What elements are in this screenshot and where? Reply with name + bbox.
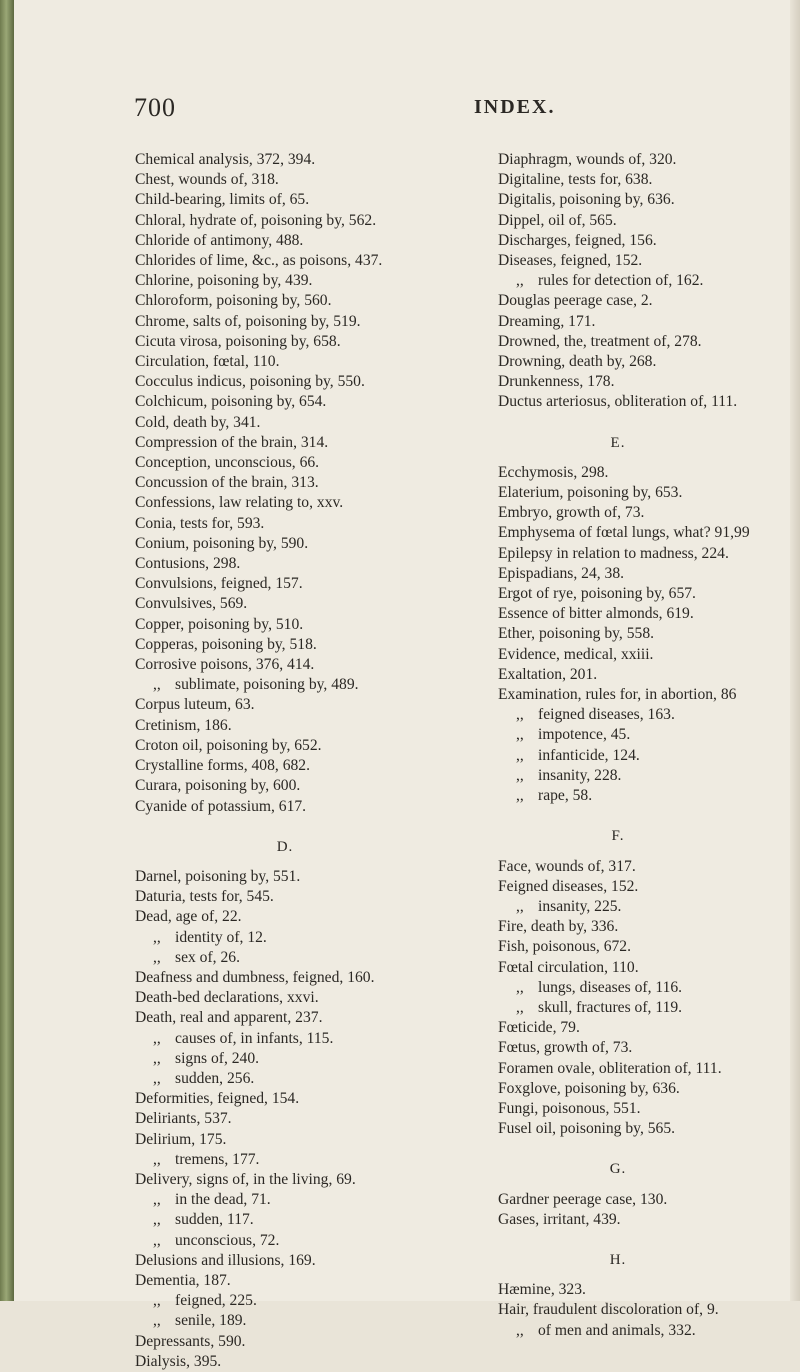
index-subentry — [135, 928, 485, 948]
subentry-text: in the dead, 71. — [175, 1191, 271, 1209]
ditto-mark: ,, — [516, 746, 524, 764]
index-entry: Contusions, 298. — [135, 555, 241, 573]
index-entry: Drowned, the, treatment of, 278. — [498, 332, 702, 350]
index-entry: Darnel, poisoning by, 551. — [135, 867, 301, 885]
subentry-text: impotence, 45. — [538, 726, 631, 744]
subentry-text: senile, 189. — [175, 1312, 247, 1330]
index-entry: Fusel oil, poisoning by, 565. — [498, 1120, 676, 1138]
subentry-text: identity of, 12. — [175, 928, 267, 946]
page-number: 700 — [134, 93, 176, 122]
index-entry: Convulsives, 569. — [135, 595, 248, 613]
index-entry: Dead, age of, 22. — [135, 908, 242, 926]
ditto-mark: ,, — [153, 1191, 161, 1209]
index-entry: Chlorides of lime, &c., as poisons, 437. — [135, 252, 383, 270]
index-subentry — [498, 1321, 798, 1341]
index-entry: Embryo, growth of, 73. — [498, 504, 645, 522]
index-entry: Chemical analysis, 372, 394. — [135, 151, 316, 168]
index-subentry — [498, 746, 798, 766]
index-entry: Compression of the brain, 314. — [135, 433, 329, 451]
index-entry: Daturia, tests for, 545. — [135, 888, 274, 906]
index-entry: Fungi, poisonous, 551. — [498, 1099, 641, 1117]
subentry-text: sudden, 256. — [175, 1069, 255, 1087]
ditto-mark: ,, — [153, 928, 161, 946]
ditto-mark: ,, — [153, 948, 161, 966]
index-entry: Cretinism, 186. — [135, 716, 232, 734]
section-letter-heading: F. — [611, 828, 625, 845]
index-entry: Chest, wounds of, 318. — [135, 171, 279, 189]
index-entry: Conia, tests for, 593. — [135, 514, 265, 532]
index-subentry — [498, 978, 798, 998]
index-entry: Fire, death by, 336. — [498, 918, 619, 936]
running-head: INDEX. — [474, 96, 556, 118]
page-edge-shadow — [790, 0, 800, 1301]
index-entry: Child-bearing, limits of, 65. — [135, 191, 310, 209]
index-entry: Feigned diseases, 152. — [498, 877, 639, 895]
index-column-left — [135, 150, 485, 1372]
index-entry: Hair, fraudulent discoloration of, 9. — [498, 1301, 719, 1319]
ditto-mark: ,, — [153, 1049, 161, 1067]
subentry-text: tremens, 177. — [175, 1150, 260, 1168]
index-entry: Corpus luteum, 63. — [135, 696, 255, 714]
index-entry: Emphysema of fœtal lungs, what? 91,99 — [498, 524, 750, 542]
index-entry: Fish, poisonous, 672. — [498, 938, 632, 956]
index-entry: Death-bed declarations, xxvi. — [135, 989, 319, 1007]
section-letter-heading: G. — [609, 1161, 627, 1178]
ditto-mark: ,, — [153, 1029, 161, 1047]
subentry-text: infanticide, 124. — [538, 746, 640, 764]
ditto-mark: ,, — [153, 1211, 161, 1229]
index-entry: Croton oil, poisoning by, 652. — [135, 736, 322, 754]
index-entry: Copper, poisoning by, 510. — [135, 615, 304, 633]
index-entry: Drowning, death by, 268. — [498, 353, 657, 371]
index-entry: Digitalis, poisoning by, 636. — [498, 191, 675, 209]
index-entry: Diaphragm, wounds of, 320. — [498, 151, 677, 168]
section-letter-heading: H. — [609, 1251, 627, 1268]
index-entry: Convulsions, feigned, 157. — [135, 575, 303, 593]
ditto-mark: ,, — [516, 272, 524, 290]
index-entry: Ecchymosis, 298. — [498, 463, 609, 481]
index-subentry — [135, 1069, 485, 1089]
subentry-text: of men and animals, 332. — [538, 1321, 696, 1339]
subentry-text: sublimate, poisoning by, 489. — [175, 676, 359, 694]
index-entry: Evidence, medical, xxiii. — [498, 645, 654, 663]
subentry-text: unconscious, 72. — [175, 1231, 280, 1249]
index-entry: Epilepsy in relation to madness, 224. — [498, 544, 729, 562]
index-entry: Chrome, salts of, poisoning by, 519. — [135, 312, 361, 330]
index-entry: Chloroform, poisoning by, 560. — [135, 292, 332, 310]
index-entry: Depressants, 590. — [135, 1332, 246, 1350]
index-entry: Deliriants, 537. — [135, 1110, 232, 1128]
index-entry: Ether, poisoning by, 558. — [498, 625, 655, 643]
index-entry: Conium, poisoning by, 590. — [135, 534, 309, 552]
index-entry: Foramen ovale, obliteration of, 111. — [498, 1059, 722, 1077]
index-page — [14, 0, 790, 1370]
subentry-text: rules for detection of, 162. — [538, 272, 704, 290]
subentry-text: feigned diseases, 163. — [538, 706, 675, 724]
index-entry: Exaltation, 201. — [498, 665, 598, 683]
index-subentry — [135, 1049, 485, 1069]
index-entry: Dementia, 187. — [135, 1271, 231, 1289]
index-subentry — [135, 675, 485, 695]
index-entry: Fœtus, growth of, 73. — [498, 1039, 633, 1057]
index-subentry — [498, 897, 798, 917]
index-entry: Fœtal circulation, 110. — [498, 958, 639, 976]
subentry-text: sudden, 117. — [175, 1211, 254, 1229]
index-entry: Concussion of the brain, 313. — [135, 474, 319, 492]
ditto-mark: ,, — [516, 897, 524, 915]
subentry-text: feigned, 225. — [175, 1292, 257, 1310]
index-entry: Dreaming, 171. — [498, 312, 596, 330]
page-header — [134, 93, 774, 127]
index-entry: Deafness and dumbness, feigned, 160. — [135, 968, 375, 986]
index-entry: Fœticide, 79. — [498, 1019, 580, 1037]
index-entry: Ergot of rye, poisoning by, 657. — [498, 585, 696, 603]
ditto-mark: ,, — [153, 676, 161, 694]
index-entry: Delirium, 175. — [135, 1130, 227, 1148]
index-entry: Deformities, feigned, 154. — [135, 1090, 300, 1108]
index-entry: Gardner peerage case, 130. — [498, 1190, 668, 1208]
ditto-mark: ,, — [516, 766, 524, 784]
index-subentry — [498, 725, 798, 745]
index-entry: Conception, unconscious, 66. — [135, 454, 320, 472]
ditto-mark: ,, — [516, 787, 524, 805]
ditto-mark: ,, — [516, 978, 524, 996]
subentry-text: skull, fractures of, 119. — [538, 998, 683, 1016]
subentry-text: rape, 58. — [538, 787, 593, 805]
index-entry: Hæmine, 323. — [498, 1281, 586, 1299]
ditto-mark: ,, — [516, 1321, 524, 1339]
index-entry: Diseases, feigned, 152. — [498, 252, 643, 270]
index-subentry — [498, 271, 798, 291]
subentry-text: insanity, 228. — [538, 766, 622, 784]
index-subentry — [498, 786, 798, 806]
ditto-mark: ,, — [153, 1292, 161, 1310]
index-subentry — [135, 948, 485, 968]
index-entry: Corrosive poisons, 376, 414. — [135, 656, 315, 674]
index-entry: Chlorine, poisoning by, 439. — [135, 272, 313, 290]
subentry-text: sex of, 26. — [175, 948, 240, 966]
index-entry: Gases, irritant, 439. — [498, 1210, 621, 1228]
index-subentry — [498, 705, 798, 725]
index-entry: Examination, rules for, in abortion, 86 — [498, 686, 737, 704]
index-entry: Circulation, fœtal, 110. — [135, 353, 280, 371]
index-subentry — [135, 1029, 485, 1049]
index-entry: Cicuta virosa, poisoning by, 658. — [135, 332, 341, 350]
index-entry: Discharges, feigned, 156. — [498, 231, 657, 249]
ditto-mark: ,, — [153, 1150, 161, 1168]
index-entry: Chloral, hydrate of, poisoning by, 562. — [135, 211, 377, 229]
index-column-right — [498, 150, 798, 1341]
subentry-text: lungs, diseases of, 116. — [538, 978, 683, 996]
index-entry: Dialysis, 395. — [135, 1352, 222, 1370]
index-entry: Delusions and illusions, 169. — [135, 1251, 316, 1269]
index-entry: Chloride of antimony, 488. — [135, 231, 304, 249]
index-entry: Crystalline forms, 408, 682. — [135, 757, 310, 775]
subentry-text: signs of, 240. — [175, 1049, 260, 1067]
ditto-mark: ,, — [153, 1312, 161, 1330]
index-entry: Douglas peerage case, 2. — [498, 292, 653, 310]
index-entry: Foxglove, poisoning by, 636. — [498, 1079, 680, 1097]
index-subentry — [135, 1190, 485, 1210]
ditto-mark: ,, — [153, 1069, 161, 1087]
index-entry: Delivery, signs of, in the living, 69. — [135, 1170, 356, 1188]
index-entry: Cold, death by, 341. — [135, 413, 261, 431]
index-entry: Elaterium, poisoning by, 653. — [498, 484, 683, 502]
ditto-mark: ,, — [516, 726, 524, 744]
index-entry: Drunkenness, 178. — [498, 373, 615, 391]
index-subentry — [135, 1210, 485, 1230]
index-entry: Dippel, oil of, 565. — [498, 211, 617, 229]
index-entry: Copperas, poisoning by, 518. — [135, 635, 317, 653]
book-binding-edge — [0, 0, 14, 1301]
ditto-mark: ,, — [516, 998, 524, 1016]
index-entry: Colchicum, poisoning by, 654. — [135, 393, 327, 411]
subentry-text: causes of, in infants, 115. — [175, 1029, 334, 1047]
index-subentry — [498, 998, 798, 1018]
index-entry: Cocculus indicus, poisoning by, 550. — [135, 373, 365, 391]
ditto-mark: ,, — [516, 706, 524, 724]
index-entry: Confessions, law relating to, xxv. — [135, 494, 344, 512]
index-entry: Digitaline, tests for, 638. — [498, 171, 653, 189]
index-subentry — [135, 1291, 485, 1311]
index-subentry — [135, 1311, 485, 1331]
section-letter-heading: D. — [276, 838, 294, 855]
index-entry: Curara, poisoning by, 600. — [135, 777, 301, 795]
index-entry: Face, wounds of, 317. — [498, 857, 636, 875]
index-entry: Ductus arteriosus, obliteration of, 111. — [498, 393, 738, 411]
ditto-mark: ,, — [153, 1231, 161, 1249]
index-entry: Cyanide of potassium, 617. — [135, 797, 307, 815]
index-entry: Epispadians, 24, 38. — [498, 564, 625, 582]
index-entry: Death, real and apparent, 237. — [135, 1009, 323, 1027]
index-subentry — [135, 1150, 485, 1170]
index-subentry — [135, 1231, 485, 1251]
section-letter-heading: E. — [610, 434, 626, 451]
index-subentry — [498, 766, 798, 786]
index-entry: Essence of bitter almonds, 619. — [498, 605, 694, 623]
subentry-text: insanity, 225. — [538, 897, 622, 915]
